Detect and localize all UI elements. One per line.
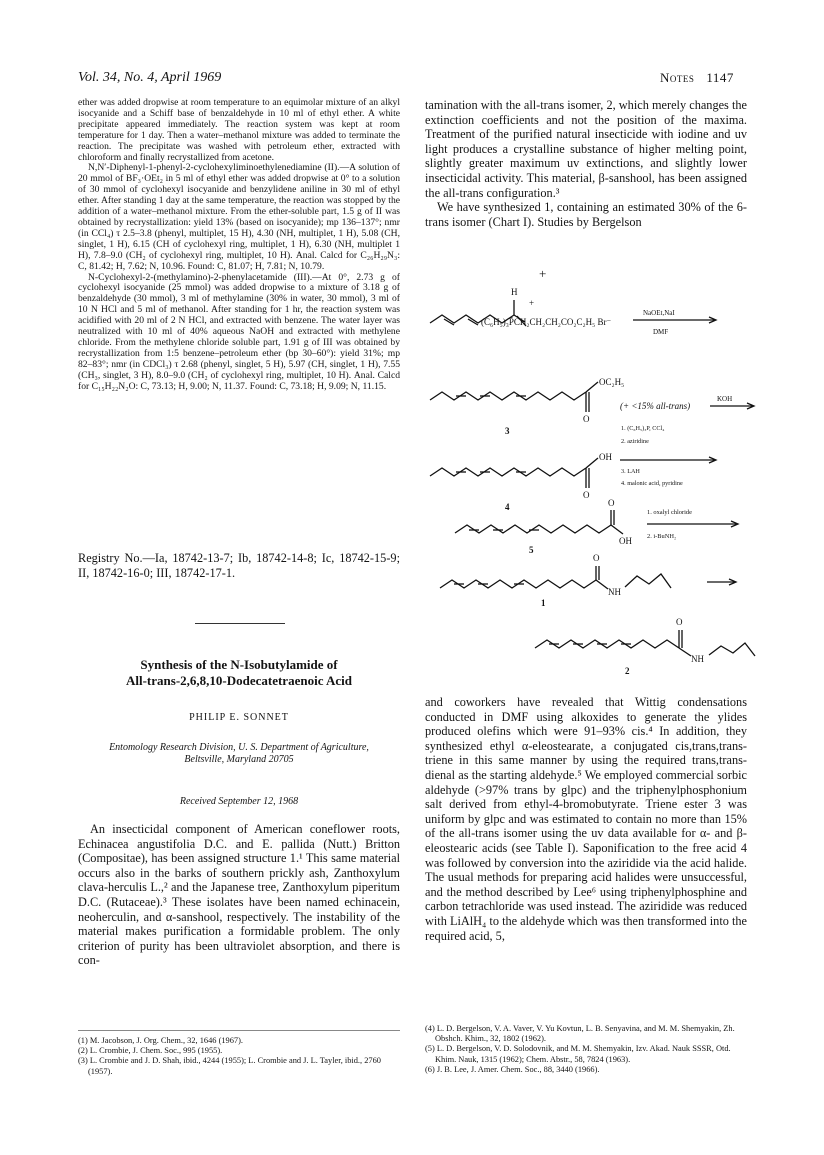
- acid-5-chain: [455, 525, 611, 533]
- section-divider: [195, 623, 285, 624]
- left-column-experimental: [78, 98, 400, 392]
- affiliation: [78, 742, 400, 766]
- acid5-o-label: O: [608, 498, 615, 508]
- compound-2-label: 2: [625, 666, 630, 676]
- ester-chain: [430, 392, 586, 400]
- aldehyde-h-label: H: [511, 287, 518, 297]
- right-main-text: and coworkers have revealed that Wittig condensations conducted in DMF using alkoxides to generate the ylides produced olefins which were 91–93% cis.⁴ In addition, they synthesized ethyl α-eleostearate, a conjugated cis,trans,trans-triene in this same manner by using the required trans,trans-dienal as the starting aldehyde.⁵ We employed commercial sorbic aldehyde (>97% trans by glpc) and the triphenylphosphonium salt derived from ethyl-4-bromobutyrate. Triene ester 3 was uniform by glpc and was estimated to contain no more than 15% of the all-trans isomer using the uv data available for α- and β-eleostearic acids (see Table I). Saponification to the free acid 4 was followed by conversion into the aziridide via the acid halide. The usual methods for preparing acid halides were unsuccessful, and the method described by Lee⁶ using triphenylphosphine and carbon tetrachloride was used instead. The aziridide was reduced with LiAlH₄ to the aldehyde which was then transformed into the required acid, 5,: [425, 695, 747, 943]
- amide1-nh-label: NH: [608, 587, 621, 597]
- article-title-line-2: All-trans-2,6,8,10-Dodecatetraenoic Acid: [125, 672, 352, 688]
- footnote-3: (3) L. Crombie and J. D. Shah, ibid., 4244 (1955); L. Crombie and J. L. Tayler, ibid., 2760 (1957).: [78, 1056, 381, 1076]
- right-paragraph-2: We have synthesized 1, containing an estimated 30% of the 6-trans isomer (Chart I). Studies by Bergelson: [425, 200, 747, 229]
- plus-sign: +: [539, 266, 547, 281]
- step3-reagent-1: 1. (C₆H₅)₃P, CCl₄: [621, 425, 665, 432]
- amide1-o-label: O: [593, 553, 600, 563]
- running-header-journal: Vol. 34, No. 4, April 1969: [78, 70, 222, 85]
- right-paragraph-1: tamination with the all-trans isomer, 2, which merely changes the extinction coefficients and not the position of the maxima. Treatment of the purified natural insecticide with iodine and uv light produces a crystalline substance of higher melting point, slightly greater maximum uv extinctions, and slightly lower insecticidal activity. This material, β-sanshool, has been assigned the all-trans configuration.³: [425, 98, 747, 200]
- section-name: Notes: [660, 70, 695, 85]
- compound-1-label: 1: [541, 598, 546, 608]
- acid5-oh-label: OH: [619, 536, 632, 546]
- article-title: [78, 657, 400, 688]
- step3-reagent-2: 2. aziridine: [621, 438, 649, 445]
- amide2-nh-label: NH: [691, 654, 704, 664]
- step1-reagent: NaOEt,NaI: [643, 309, 675, 317]
- footnotes-right: [425, 1024, 747, 1075]
- experimental-paragraph-3: N-Cyclohexyl-2-(methylamino)-2-phenylacetamide (III).—At 0°, 2.73 g of cyclohexyl isocyanide (25 mmol) was added dropwise to a mixture of 3.18 g of benzaldehyde (30 mmol), 3 ml of methylamine (30% in water, 30 mmol), 3 ml of 10 N HCl and 5 ml of methanol. After standing for 1 hr, the reaction system was acidified with 20 ml of 2 N HCl, and extracted with benzene. The water layer was neutralized with 10 ml of 40% aqueous NaOH and extracted with methylene chloride. From the methylene chloride soluble part, 1.91 g of III was obtained by recrystallization from 1:5 benzene–petroleum ether (bp 30–60°): yield 31%; mp 82–83°; nmr (in CDCl₃) τ 2.68 (phenyl, singlet, 5 H), 5.97 (CH, singlet, 1 H), 7.55 (CH₃, singlet, 3 H), 8.0–9.0 (CH₂ of cyclohexyl ring, multiplet, 10 H). Anal. Calcd for C₁₅H₂₂N₂O: C, 73.13; H, 9.00; N, 11.37. Found: C, 73.18; H, 9.09; N, 11.15.: [78, 271, 400, 392]
- step3-reagent-4: 4. malonic acid, pyridine: [621, 480, 683, 487]
- intro-text: An insecticidal component of American coneflower roots, Echinacea angustifolia D.C. and E. pallida (Nutt.) Britton (Compositae), has been assigned structure 1.¹ This same material occurs also in the barks of southern prickly ash, Zanthoxylum clava-herculis L.,² and the Japanese tree, Zanthoxylum piperitum D.C. (Rutaceae).³ These isolates have been named echinacein, neoherculin, and α-sanshool, respectively. The instability of the material makes purification a formidable problem. The only criterion of purity has been ultraviolet absorption, and there is con-: [78, 822, 400, 968]
- step3-reagent-3: 3. LAH: [621, 468, 640, 475]
- acid-oh-label: OH: [599, 452, 612, 462]
- reaction-scheme: [425, 248, 765, 678]
- received-date: Received September 12, 1968: [179, 796, 299, 807]
- right-main-paragraph: [425, 695, 747, 943]
- article-title-line-1: Synthesis of the N-Isobutylamide of: [140, 657, 338, 672]
- ester-group-label: OC₂H₅: [599, 377, 625, 387]
- compound-3-label: 3: [505, 426, 510, 436]
- step1-solvent: DMF: [653, 328, 669, 336]
- right-column-top: [425, 98, 747, 229]
- amide2-o-label: O: [676, 617, 683, 627]
- running-header-right: [660, 70, 734, 86]
- footnote-2: (2) L. Crombie, J. Chem. Soc., 995 (1955).: [78, 1046, 223, 1056]
- step4-reagent-1: 1. oxalyl chloride: [647, 509, 692, 516]
- acid-4-chain: [430, 468, 586, 476]
- page-number: 1147: [706, 70, 734, 85]
- ylide-salt-label: (C₆H₅)₃P̄CH₂CH₂CH₂CO₂C₂H₅ Br⁻: [481, 317, 612, 327]
- affiliation-line-1: Entomology Research Division, U. S. Department of Agriculture,: [109, 742, 369, 753]
- step2-reagent: KOH: [717, 395, 733, 403]
- compound-4-label: 4: [505, 502, 510, 512]
- footnote-6: (6) J. B. Lee, J. Amer. Chem. Soc., 88, 3440 (1966).: [425, 1064, 600, 1074]
- experimental-paragraph-1: ether was added dropwise at room temperature to an equimolar mixture of an alkyl isocyanide and a Schiff base of benzaldehyde in 10 ml of ethyl ether. A white precipitate appeared immediately. The reaction system was kept at room temperature for 1 day. Then a water–methanol mixture was added to terminate the reaction. The precipitate was washed with petroleum ether, extracted with chloroform and finally recrystallized from acetone.: [78, 97, 400, 163]
- footnote-rule: [78, 1030, 400, 1031]
- affiliation-line-2: Beltsville, Maryland 20705: [184, 754, 294, 765]
- footnote-1: (1) M. Jacobson, J. Org. Chem., 32, 1646 (1967).: [78, 1036, 244, 1045]
- trans-isomer-note: (+ <15% all-trans): [620, 401, 691, 411]
- footnotes-left: [78, 1036, 400, 1077]
- ylide-plus-sign: +: [529, 298, 535, 308]
- registry-numbers: Registry No.—Ia, 18742-13-7; Ib, 18742-14-8; Ic, 18742-15-9; II, 18742-16-0; III, 18742-17-1.: [78, 551, 400, 580]
- ester-o-label: O: [583, 414, 590, 424]
- author-name: PHILIP E. SONNET: [189, 712, 289, 723]
- footnote-4: (4) L. D. Bergelson, V. A. Vaver, V. Yu Kovtun, L. B. Senyavina, and M. M. Shemyakin, Zh. Obshch. Khim., 32, 1802 (1962).: [425, 1024, 735, 1044]
- compound-5-label: 5: [529, 545, 534, 555]
- step4-reagent-2: 2. i-BuNH₂: [647, 533, 677, 540]
- intro-paragraph-left: [78, 822, 400, 968]
- experimental-paragraph-2: N,N′-Diphenyl-1-phenyl-2-cyclohexyliminoethylenediamine (II).—A solution of 20 mmol of BF₃·OEt₂ in 5 ml of ethyl ether was added dropwise at 0° to a solution of 30 mmol of cyclohexyl isocyanide and benzylidene aniline in 30 ml of ethyl ether. After standing 1 day at the same temperature, the reaction was stopped by the addition of a water–methanol mixture. From the ether-soluble part, 1.5 g of II was obtained by recrystallization: yield 13% (based on isocyanide); mp 136–137°; nmr (in CCl₄) τ 2.5–3.8 (phenyl, multiplet, 15 H), 4.30 (NH, multiplet, 1 H), 5.08 (CH, singlet, 1 H), 6.15 (CH of cyclohexyl ring, multiplet, 1 H), 6.30 (NH, multiplet 1 H), 7.8–9.0 (CH₂ of cyclohexyl ring, multiplet, 10 H). Anal. Calcd for C₂₆H₂₉N₃: C, 81.42; H, 7.62; N, 10.96. Found: C, 81.07; H, 7.81; N, 10.79.: [78, 162, 400, 272]
- acid-o-label: O: [583, 490, 590, 500]
- footnote-5: (5) L. D. Bergelson, V. D. Solodovnik, and M. M. Shemyakin, Izv. Akad. Nauk SSSR, Otd. Khim. Nauk, 1315 (1962); Chem. Abstr., 58, 7824 (1963).: [425, 1044, 731, 1064]
